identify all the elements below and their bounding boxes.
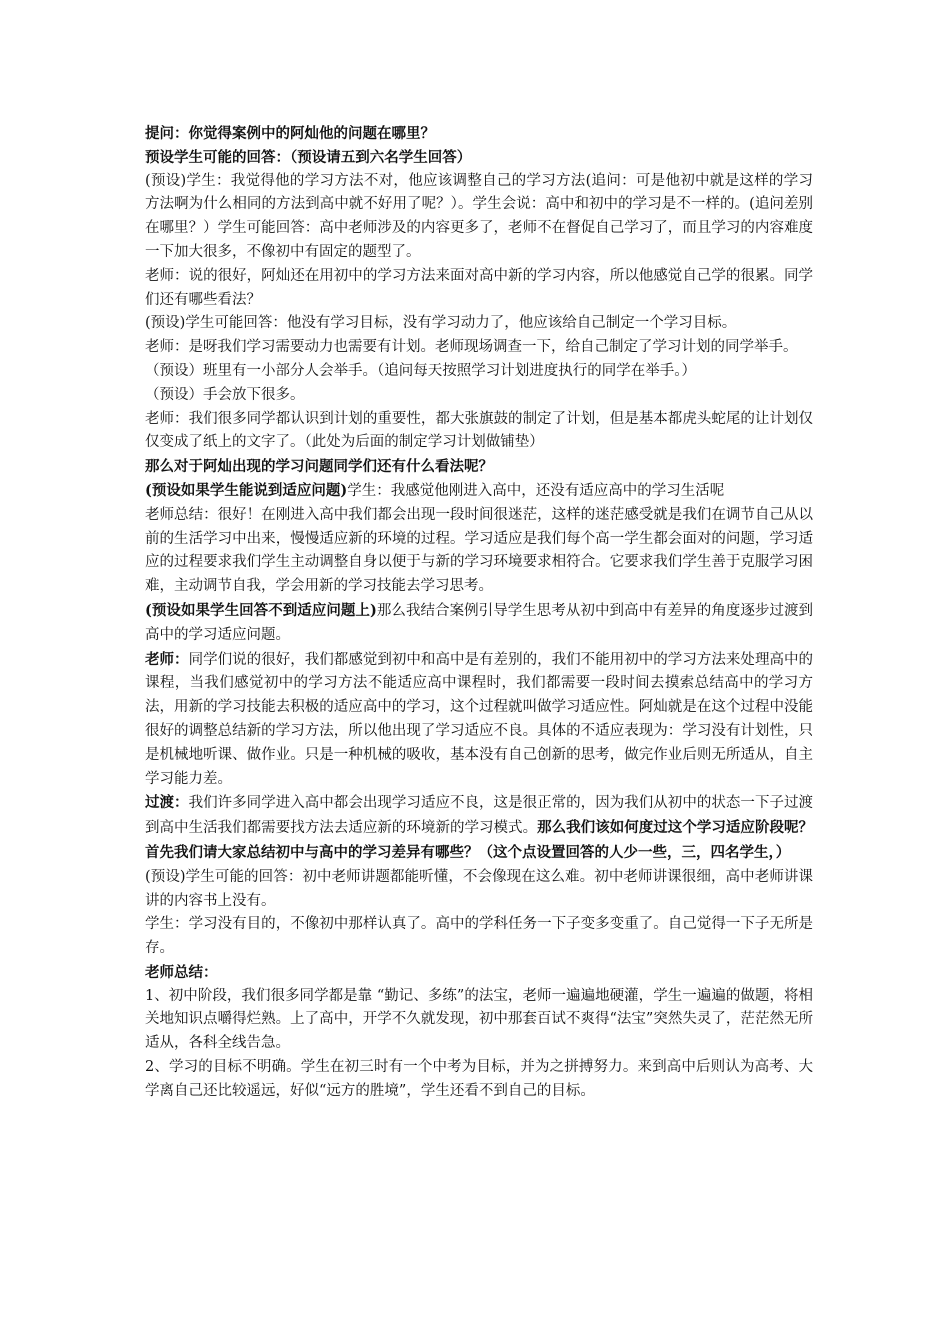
paragraph: (预设)学生：我觉得他的学习方法不对，他应该调整自己的学习方法(追问：可是他初中就是这样的学习方法啊为什么相同的方法到高中就不好用了呢？）。学生会说：高中和初中的学习是不一样的。(追问差别在哪里？）学生可能回答：高中老师涉及的内容更多了，老师不在督促自己学习了，而且学习的内容难度一下加大很多，不像初中有固定的题型了。 bbox=[145, 172, 813, 260]
paragraph: （预设）班里有一小部分人会举手。（追问每天按照学习计划进度执行的同学在举手。） bbox=[145, 362, 696, 379]
section-question: 那么对于阿灿出现的学习问题同学们还有什么看法呢？ bbox=[145, 458, 493, 476]
transition-label: 过渡： bbox=[145, 794, 189, 812]
summary-heading: 老师总结： bbox=[145, 963, 218, 981]
paragraph: 老师：我们很多同学都认识到计划的重要性，都大张旗鼓的制定了计划，但是基本都虎头蛇尾的让计划仅仅变成了纸上的文字了。（此处为后面的制定学习计划做铺垫） bbox=[145, 410, 813, 451]
paragraph-text: 我们许多同学进入高中都会出现学习适应不良，这是很正常的，因为我们从初中的状态一下子过渡到高中生活我们都需要找方法去适应新的环境新的学习模式。 bbox=[145, 795, 814, 837]
preset-label: (预设如果学生能说到适应问题) bbox=[145, 481, 348, 499]
paragraph: 老师：是呀我们学习需要动力也需要有计划。老师现场调查一下，给自己制定了学习计划的同学举手。 bbox=[145, 339, 798, 356]
paragraph bbox=[145, 599, 813, 648]
list-item: 1、初中阶段，我们很多同学都是靠 “勤记、多练”的法宝，老师一遍遍地硬灌，学生一遍遍的做题，将相关地知识点嚼得烂熟。上了高中，开学不久就发现，初中那套百试不爽得“法宝”突然失灵了，茫茫然无所适从，各科全线告急。 bbox=[145, 987, 813, 1052]
paragraph: （预设）手会放下很多。 bbox=[145, 386, 305, 403]
key-question: 那么我们该如何度过这个学习适应阶段呢？首先我们请大家总结初中与高中的学习差异有哪些？（这个点设置回答的人少一些，三，四名学生，） bbox=[145, 819, 814, 861]
paragraph: (预设)学生可能回答：他没有学习目标，没有学习动力了，他应该给自己制定一个学习目标。 bbox=[145, 315, 737, 332]
paragraph: 老师总结：很好！在刚进入高中我们都会出现一段时间很迷茫，这样的迷茫感受就是我们在调节自己从以前的生活学习中出来，慢慢适应新的环境的过程。学习适应是我们每个高一学生都会面对的问题，学习适应的过程要求我们学生主动调整自身以便于与新的学习环境要求相符合。它要求我们学生善于克服学习困难，主动调节自我，学会用新的学习技能去学习思考。 bbox=[145, 506, 813, 595]
paragraph-text: 同学们说的很好，我们都感觉到初中和高中是有差别的，我们不能用初中的学习方法来处理高中的课程，当我们感觉初中的学习方法不能适应高中课程时，我们都需要一段时间去摸索总结高中的学习方法，用新的学习技能去积极的适应高中的学习，这个过程就叫做学习适应性。阿灿就是在这个过程中没能很好的调整总结新的学习方法，所以他出现了学习适应不良。具体的不适应表现为：学习没有计划性，只是机械地听课、做作业。只是一种机械的吸收，基本没有自己创新的思考，做完作业后则无所适从，自主学习能力差。 bbox=[145, 651, 814, 787]
paragraph-text: 那么我结合案例引导学生思考从初中到高中有差异的角度逐步过渡到高中的学习适应问题。 bbox=[145, 602, 813, 643]
paragraph bbox=[145, 479, 813, 504]
paragraph-text: 学生：我感觉他刚进入高中，还没有适应高中的学习生活呢 bbox=[347, 482, 725, 499]
question-heading: 提问：你觉得案例中的阿灿他的问题在哪里？ bbox=[145, 125, 435, 142]
preset-answers-heading: 预设学生可能的回答：（预设请五到六名学生回答） bbox=[145, 148, 472, 166]
paragraph bbox=[145, 791, 813, 865]
paragraph: 老师：说的很好，阿灿还在用初中的学习方法来面对高中新的学习内容，所以他感觉自己学的很累。同学们还有哪些看法？ bbox=[145, 267, 813, 308]
preset-label: (预设如果学生回答不到适应问题上) bbox=[145, 601, 377, 619]
document-page bbox=[145, 122, 813, 1104]
paragraph: 学生：学习没有目的，不像初中那样认真了。高中的学科任务一下子变多变重了。自己觉得一下子无所是存。 bbox=[145, 916, 813, 957]
list-item: 2、学习的目标不明确。学生在初三时有一个中考为目标，并为之拼搏努力。来到高中后则认为高考、大学离自己还比较遥远，好似“远方的胜境”，学生还看不到自己的目标。 bbox=[145, 1059, 813, 1099]
paragraph bbox=[145, 648, 813, 792]
speaker-label: 老师： bbox=[145, 650, 189, 668]
paragraph: (预设)学生可能的回答：初中老师讲题都能听懂，不会像现在这么难。初中老师讲课很细，高中老师讲课讲的内容书上没有。 bbox=[145, 868, 813, 909]
